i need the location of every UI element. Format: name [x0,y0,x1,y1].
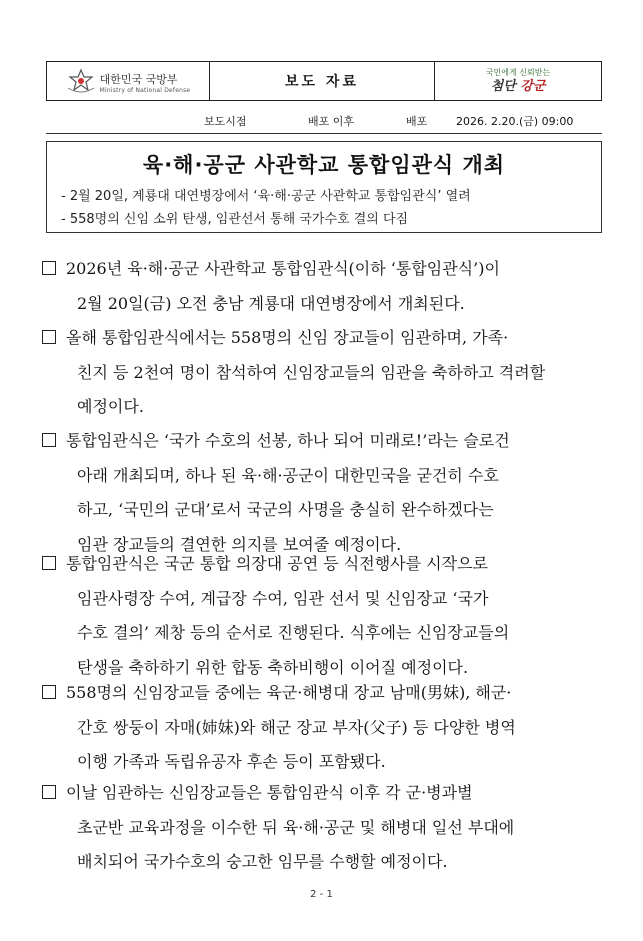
paragraph-line: 하고, ‘국민의 군대’로서 국군의 사명을 충실히 완수하겠다는 [77,500,494,519]
bullet-box-icon [42,433,56,447]
paragraph-line: 수호 결의’ 제창 등의 순서로 진행된다. 식후에는 신임장교들의 [77,623,510,642]
paragraph-6 [42,776,607,880]
bullet-box-icon [42,785,56,799]
paragraph-line: 이행 가족과 독립유공자 후손 등이 포함됐다. [77,752,386,771]
press-header [46,61,602,101]
paragraph-line: 아래 개최되며, 하나 된 육·해·공군이 대한민국을 굳건히 수호 [77,465,499,485]
bullet-box-icon [42,330,56,344]
paragraph-line: 초군반 교육과정을 이수한 뒤 육·해·공군 및 해병대 일선 부대에 [77,817,515,837]
paragraph-1 [42,252,607,321]
doc-type: 보도 자료 [285,74,359,90]
ministry-logo [66,68,191,94]
paragraph-2 [42,321,607,425]
slogan-logo [434,62,601,100]
paragraph-line: 임관사령장 수여, 계급장 수여, 임관 선서 및 신임장교 ‘국가 [77,588,489,608]
paragraph-4 [42,547,607,685]
paragraph-line: 통합임관식은 국군 통합 의장대 공연 등 식전행사를 시작으로 [66,554,489,573]
slogan-small: 국민에게 신뢰받는 [485,68,551,77]
paragraph-5 [42,676,607,780]
paragraph-line: 친지 등 2천여 명이 참석하여 신임장교들의 임관을 축하하고 격려할 [77,362,546,382]
release-info [46,108,602,134]
subtitle-2: - 558명의 신임 소위 탄생, 임관선서 통해 국가수호 결의 다짐 [61,212,409,227]
page-title: 육·해·공군 사관학교 통합임관식 개최 [142,153,506,177]
release-dist-label: 배포 [406,115,428,128]
subtitle-1: - 2월 20일, 계룡대 대연병장에서 ‘육·해·공군 사관학교 통합임관식’ 열려 [61,189,471,204]
slogan-suffix: 강군 [520,79,546,94]
paragraph-line: 558명의 신임장교들 중에는 육군·해병대 장교 남매(男妹), 해군· [66,683,512,702]
paragraph-line: 올해 통합임관식에서는 558명의 신임 장교들이 임관하며, 가족· [66,328,509,347]
bullet-box-icon [42,556,56,570]
title-box [46,141,602,233]
bullet-box-icon [42,685,56,699]
release-time-value: 배포 이후 [308,115,355,128]
paragraph-line: 간호 쌍둥이 자매(姉妹)와 해군 장교 부자(父子) 등 다양한 병역 [77,717,516,737]
paragraph-line: 2월 20일(금) 오전 충남 계룡대 대연병장에서 개최된다. [77,293,465,313]
ministry-sub: Ministry of National Defense [99,87,191,94]
paragraph-line: 탄생을 축하하기 위한 합동 축하비행이 이어질 예정이다. [77,657,469,677]
paragraph-line: 배치되어 국가수호의 숭고한 임무를 수행할 예정이다. [77,852,448,871]
release-time-label: 보도시점 [204,115,247,128]
page-number: 2 - 1 [310,889,333,900]
release-dist-value: 2026. 2.20.(금) 09:00 [456,115,574,128]
paragraph-line: 이날 임관하는 신임장교들은 통합임관식 이후 각 군·병과별 [66,783,473,802]
ministry-logo-block [47,62,210,100]
paragraph-line: 2026년 육·해·공군 사관학교 통합임관식(이하 ‘통합임관식’)이 [66,259,500,278]
paragraph-line: 임관 장교들의 결연한 의지를 보여줄 예정이다. [77,534,402,554]
ministry-name: 대한민국 국방부 [99,73,178,86]
bullet-box-icon [42,261,56,275]
paragraph-3 [42,424,607,562]
slogan-prefix: 첨단 [490,79,516,94]
ministry-emblem-icon [66,68,96,94]
paragraph-line: 예정이다. [77,397,144,416]
paragraph-line: 통합임관식은 ‘국가 수호의 선봉, 하나 되어 미래로!’라는 슬로건 [66,431,510,450]
